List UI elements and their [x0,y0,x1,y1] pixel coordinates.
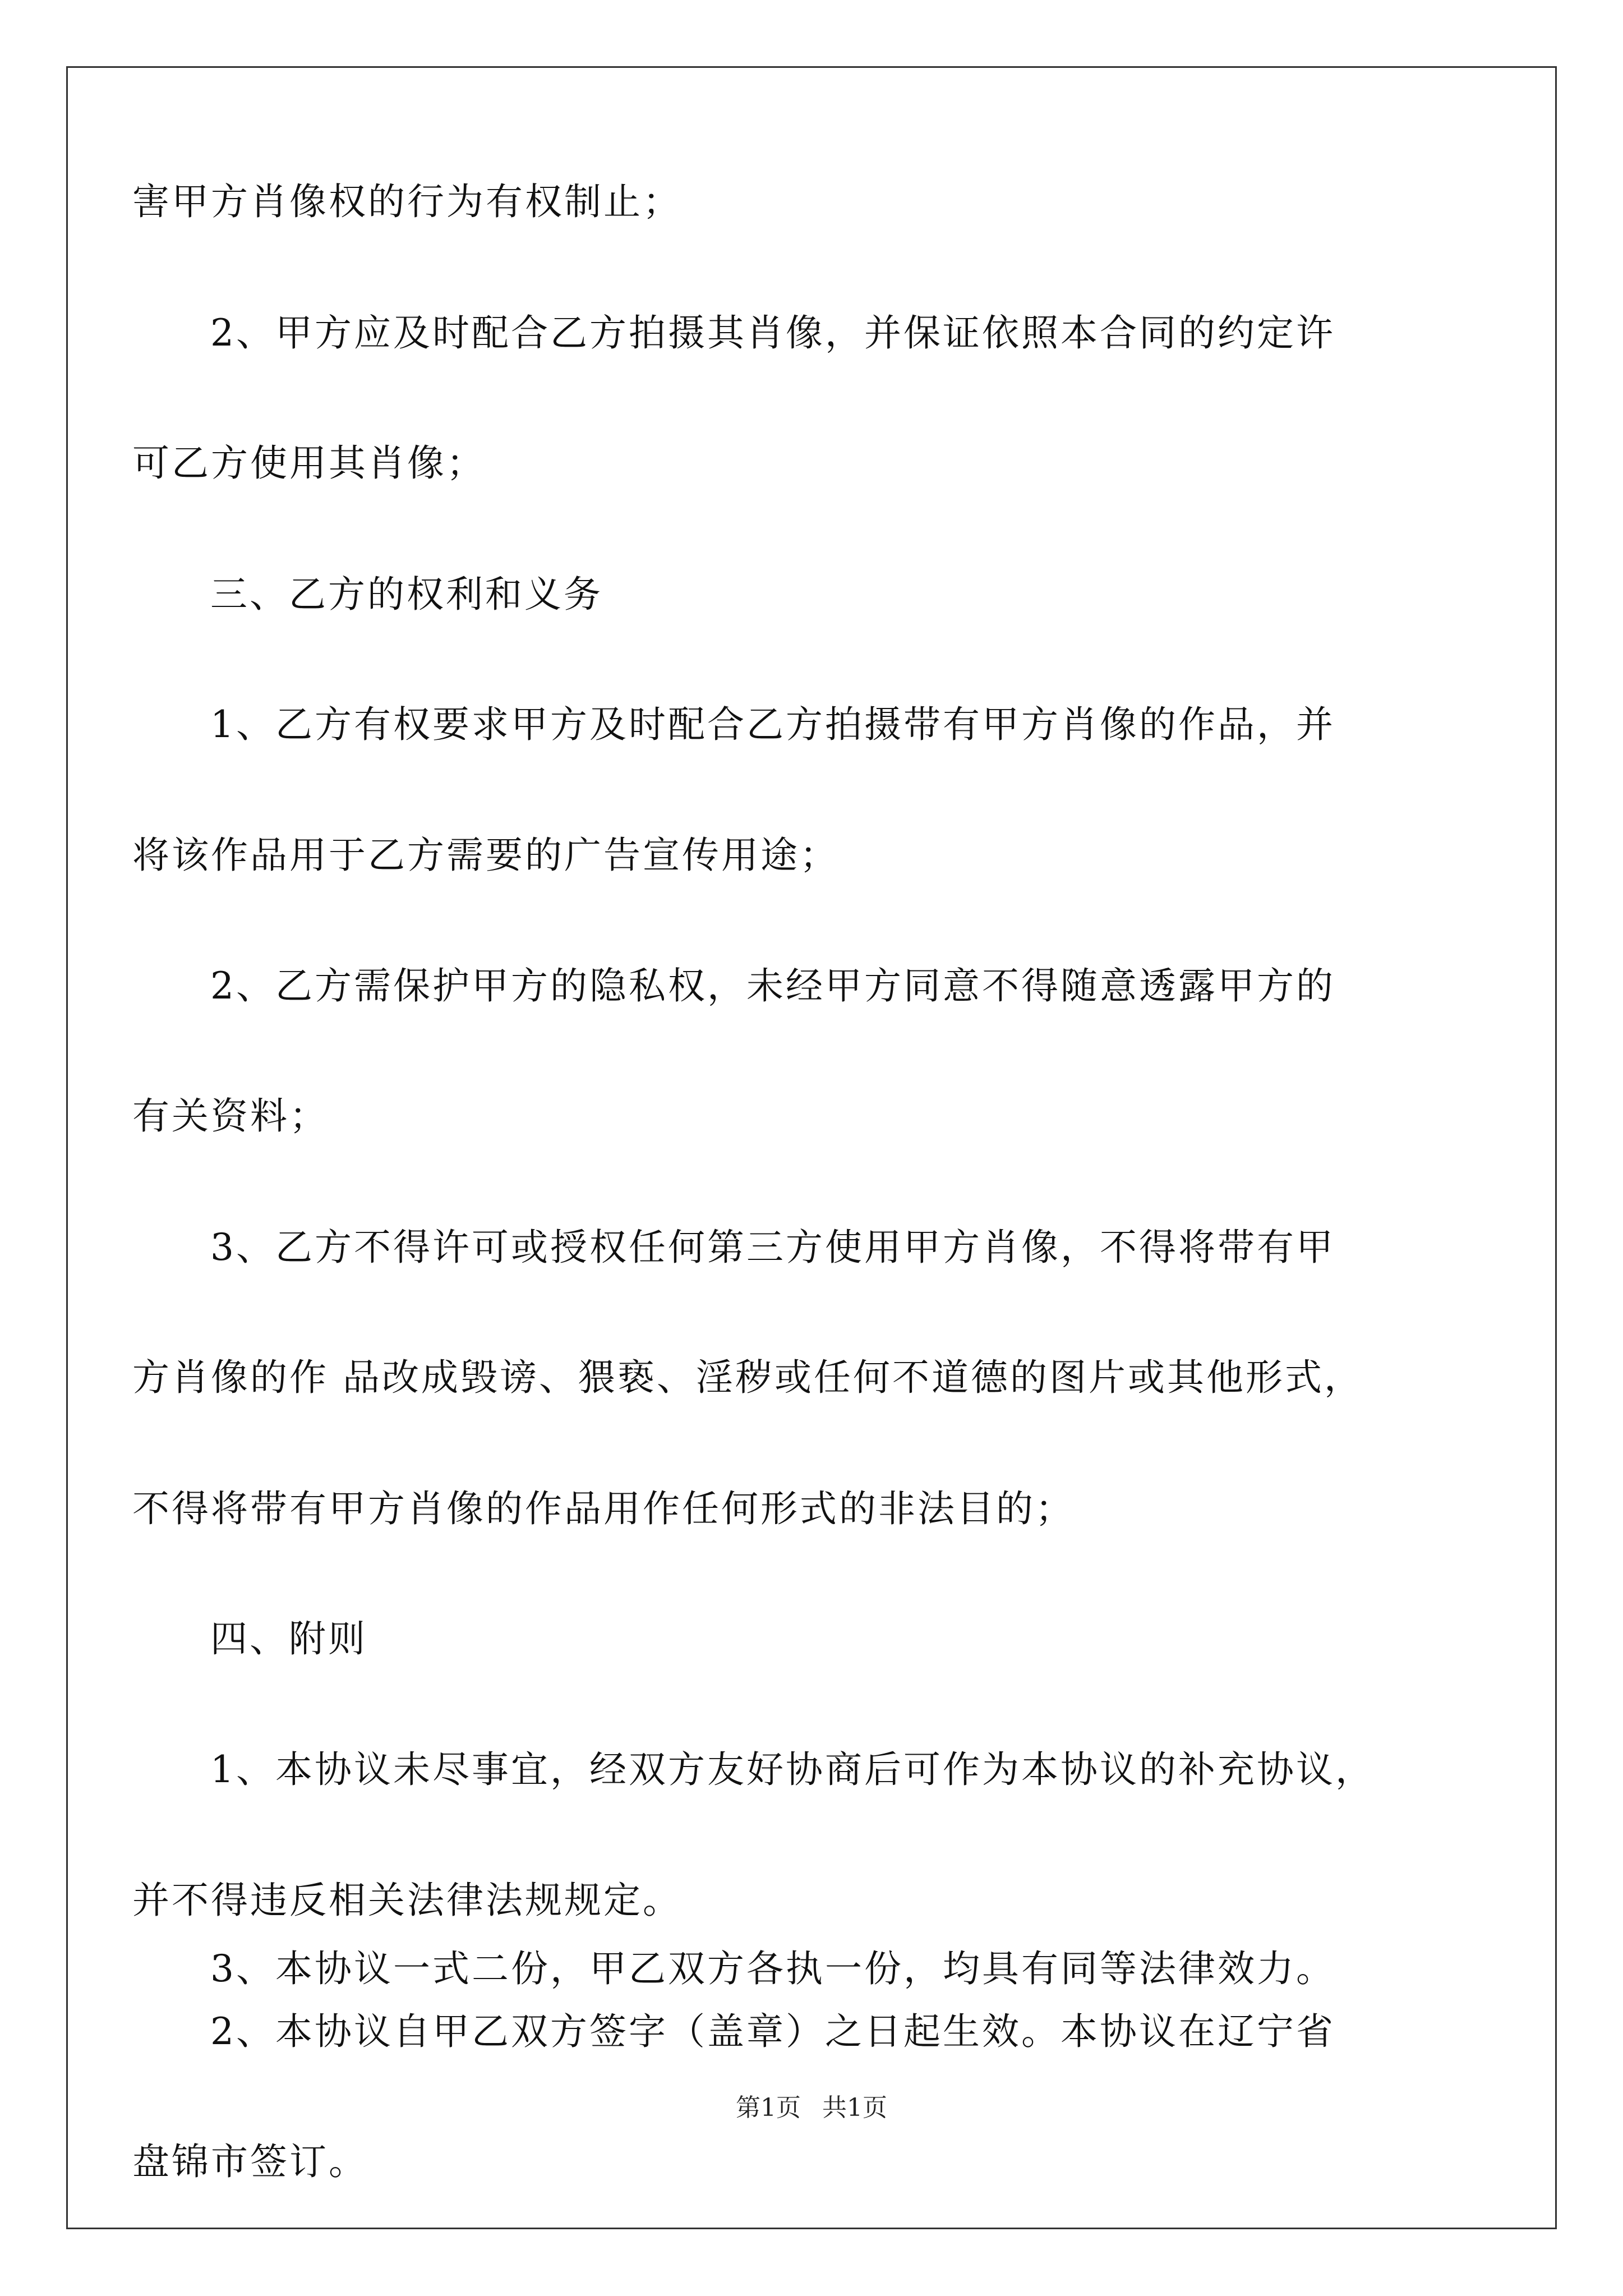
text-line: 2、本协议自甲乙双方签字（盖章）之日起生效。本协议在辽宁省 [210,2010,1335,2053]
section-heading: 四、附则 [210,1617,367,1660]
text-line: 1、乙方有权要求甲方及时配合乙方拍摄带有甲方肖像的作品，并 [210,703,1335,746]
page-number-current: 第1页 [736,2093,801,2122]
text-line: 害甲方肖像权的行为有权制止； [132,180,682,223]
text-line: 将该作品用于乙方需要的广告宣传用途； [132,834,839,877]
page-footer [0,2092,1623,2124]
text-line: 并不得违反相关法律法规规定。 [132,1879,682,1922]
text-line: 2、乙方需保护甲方的隐私权，未经甲方同意不得随意透露甲方的 [210,964,1335,1007]
text-line: 方肖像的作 品改成毁谤、猥亵、淫秽或任何不道德的图片或其他形式， [132,1356,1363,1399]
page-number-total: 共1页 [822,2093,887,2122]
text-line: 2、甲方应及时配合乙方拍摄其肖像，并保证依照本合同的约定许 [210,311,1335,355]
text-line: 3、本协议一式二份，甲乙双方各执一份，均具有同等法律效力。 [210,1947,1335,1990]
section-heading: 三、乙方的权利和义务 [210,573,603,616]
text-line: 不得将带有甲方肖像的作品用作任何形式的非法目的； [132,1487,1075,1530]
text-line: 有关资料； [132,1094,329,1138]
text-line: 3、乙方不得许可或授权任何第三方使用甲方肖像，不得将带有甲 [210,1226,1335,1269]
text-line: 盘锦市签订。 [132,2140,368,2183]
text-line: 1、本协议未尽事宜，经双方友好协商后可作为本协议的补充协议， [210,1748,1375,1791]
text-line: 可乙方使用其肖像； [132,441,486,485]
